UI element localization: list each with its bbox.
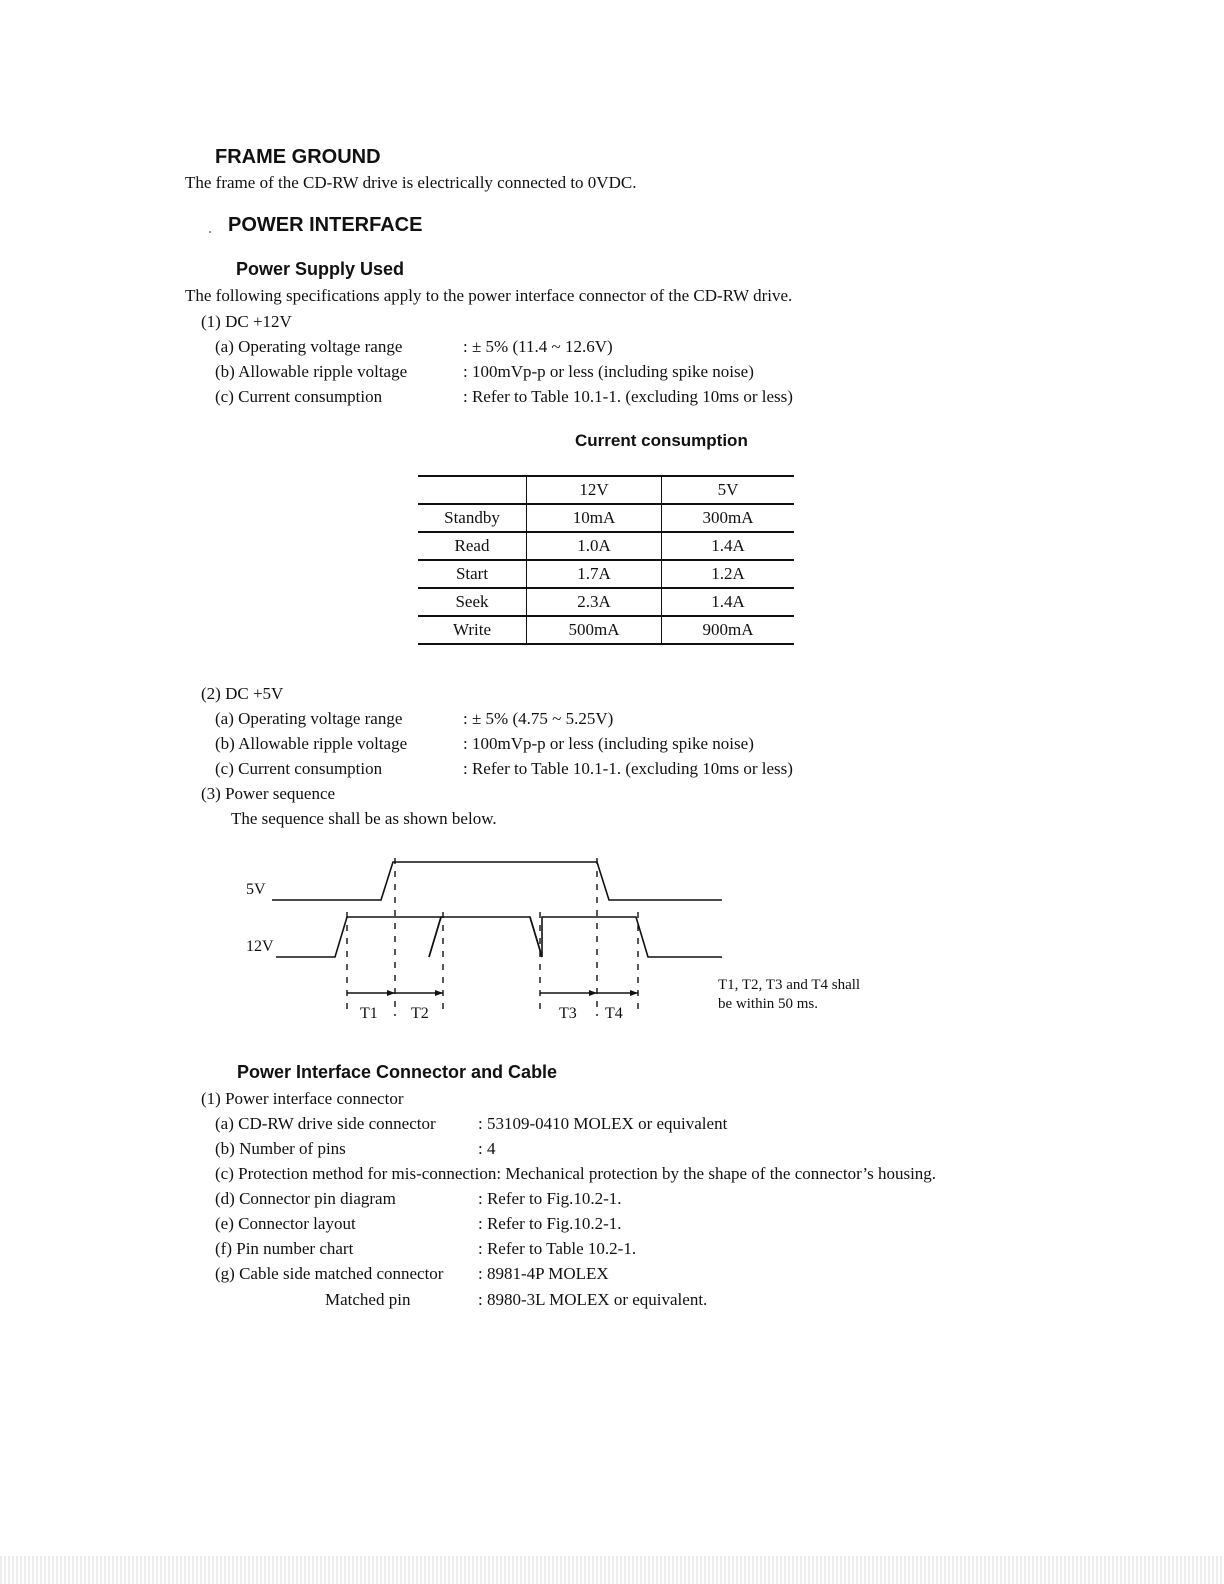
dc5-value-a: : ± 5% (4.75 ~ 5.25V)	[463, 709, 614, 728]
dc12-value-c: : Refer to Table 10.1-1. (excluding 10ms or less)	[463, 387, 793, 406]
connector-heading: Power Interface Connector and Cable	[237, 1062, 558, 1082]
connector-value-f: : Refer to Table 10.2-1.	[478, 1239, 637, 1258]
connector-value-g: : 8981-4P MOLEX	[478, 1264, 609, 1283]
connector-value-e: : Refer to Fig.10.2-1.	[478, 1214, 622, 1233]
dc12-value-a: : ± 5% (11.4 ~ 12.6V)	[463, 337, 613, 356]
dc12-value-b: : 100mVp-p or less (including spike noise)	[463, 362, 754, 381]
connector-label-b: (b) Number of pins	[215, 1139, 346, 1158]
connector-value-b: : 4	[478, 1139, 496, 1158]
dc12-label-b: (b) Allowable ripple voltage	[215, 362, 408, 381]
table-cell: 1.4A	[662, 532, 795, 560]
table-cell: 12V	[527, 476, 662, 504]
dc12-label-a: (a) Operating voltage range	[215, 337, 403, 356]
connector-label-f: (f) Pin number chart	[215, 1239, 354, 1258]
waveform-12v	[276, 917, 441, 957]
table-cell: Seek	[418, 588, 527, 616]
dc5-label-a: (a) Operating voltage range	[215, 709, 403, 728]
power-sequence-title: (3) Power sequence	[201, 784, 336, 803]
connector-protection	[215, 1164, 936, 1184]
waveform-12v-end	[542, 917, 722, 957]
table-cell: 900mA	[662, 616, 795, 644]
label-t2: T2	[411, 1005, 429, 1022]
table-cell: 10mA	[527, 504, 662, 532]
table-cell: 2.3A	[527, 588, 662, 616]
table-cell: 1.0A	[527, 532, 662, 560]
section-bullet: .	[208, 218, 213, 237]
connector-value-a: : 53109-0410 MOLEX or equivalent	[478, 1114, 728, 1133]
table-cell: 1.7A	[527, 560, 662, 588]
table-cell: 1.2A	[662, 560, 795, 588]
dc5-value-c: : Refer to Table 10.1-1. (excluding 10ms or less)	[463, 759, 793, 778]
waveform-5v	[272, 862, 722, 900]
power-supply-intro: The following specifications apply to the power interface connector of the CD-RW drive.	[185, 286, 793, 305]
dc5-label-b: (b) Allowable ripple voltage	[215, 734, 408, 753]
protection-value: Mechanical protection by the shape of the connector’s housing.	[505, 1164, 937, 1183]
label-5v: 5V	[246, 881, 266, 898]
protection-label: (c) Protection method for mis-connection:	[215, 1164, 502, 1183]
scan-noise-strip	[0, 1556, 1224, 1584]
label-t1: T1	[360, 1005, 378, 1022]
connector-label-a: (a) CD-RW drive side connector	[215, 1114, 436, 1133]
frame-ground-heading: FRAME GROUND	[215, 146, 381, 168]
connector-label-g: (g) Cable side matched connector	[215, 1264, 444, 1283]
table-cell: 5V	[662, 476, 795, 504]
table-cell: Read	[418, 532, 527, 560]
frame-ground-text: The frame of the CD-RW drive is electrically connected to 0VDC.	[185, 173, 637, 192]
label-12v: 12V	[246, 938, 274, 955]
dc5-label-c: (c) Current consumption	[215, 759, 383, 778]
connector-value-d: : Refer to Fig.10.2-1.	[478, 1189, 622, 1208]
table-cell: Standby	[418, 504, 527, 532]
dc5-title: (2) DC +5V	[201, 684, 284, 703]
waveform-12v-mid	[429, 917, 542, 957]
matched-pin-value: : 8980-3L MOLEX or equivalent.	[478, 1290, 708, 1309]
timing-note-line2: be within 50 ms.	[718, 996, 818, 1012]
matched-pin-label: Matched pin	[325, 1290, 411, 1309]
table-cell: 1.4A	[662, 588, 795, 616]
table-caption: Current consumption	[575, 431, 748, 450]
connector-label-d: (d) Connector pin diagram	[215, 1189, 396, 1208]
connector-label-e: (e) Connector layout	[215, 1214, 356, 1233]
power-supply-heading: Power Supply Used	[236, 259, 405, 279]
label-t4: T4	[605, 1005, 623, 1022]
label-t3: T3	[559, 1005, 577, 1022]
power-sequence-text: The sequence shall be as shown below.	[231, 809, 497, 828]
table-cell: Write	[418, 616, 527, 644]
dc12-label-c: (c) Current consumption	[215, 387, 383, 406]
dc5-value-b: : 100mVp-p or less (including spike noise)	[463, 734, 754, 753]
table-cell: 500mA	[527, 616, 662, 644]
table-cell: Start	[418, 560, 527, 588]
power-interface-heading: POWER INTERFACE	[228, 214, 423, 236]
table-cell: 300mA	[662, 504, 795, 532]
connector-title: (1) Power interface connector	[201, 1089, 404, 1108]
timing-note-line1: T1, T2, T3 and T4 shall	[718, 977, 861, 993]
dc12-title: (1) DC +12V	[201, 312, 292, 331]
